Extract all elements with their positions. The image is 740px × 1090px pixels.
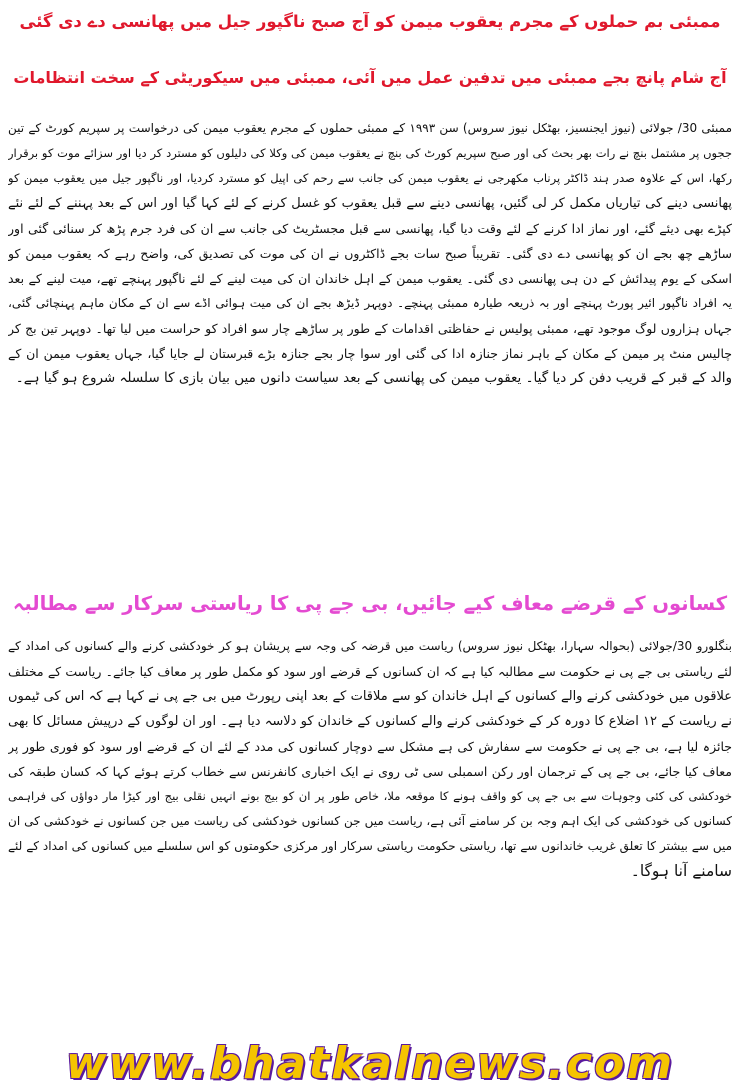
story-1-line: رکھا، اس کے علاوہ صدر ہند ڈاکٹر پرناب مکھرجی نے یعقوب میمن کی جانب سے رحم کی اپیل کو مسترد کردیا، اور ناگپور جیل میں یعقوب میمن کو bbox=[8, 171, 732, 185]
story-1-line: ساڑھے چھ بجے ان کو پھانسی دے دی گئی۔ تقریباً صبح سات بجے ڈاکٹروں نے ان کی موت کی تصدیق کی، واضح رہے کہ یعقوب میمن کو bbox=[8, 246, 732, 261]
story-1-line: پھانسی دینے کی تیاریاں مکمل کر لی گئیں، پھانسی دینے سے قبل یعقوب کو غسل کرنے کے لئے کہا گیا اور اس کے بعد پہننے کے لئے نئے bbox=[8, 196, 732, 211]
story-2-line: میں سے بیشتر کا تعلق غریب خاندانوں سے تھا، ریاستی حکومت ریاستی سرکار اور مرکزی حکومتوں کو اس سلسلے میں کسانوں کی امداد کے لئے bbox=[8, 839, 732, 853]
story-1-line: جہاں ہزاروں لوگ موجود تھے، ممبئی پولیس نے حفاظتی اقدامات کے طور پر ساڑھے چار سو افراد کو حراست میں لیا تھا۔ دوپہر تین بج کر bbox=[8, 321, 732, 336]
headline-line-1: ممبئی بم حملوں کے مجرم یعقوب میمن کو آج صبح ناگپور جیل میں پھانسی دے دی گئی bbox=[19, 12, 721, 31]
story-1-line: کپڑے بھی دیئے گئے، اور نماز ادا کرنے کے لئے وقت دیا گیا، پھانسی سے قبل مجسٹریٹ کی جانب سے ان کی فرد جرم پڑھ کر سنائی گئی اور bbox=[8, 221, 732, 236]
story-1-line: چالیس منٹ پر میمن کے مکان کے باہر نماز جنازہ ادا کی گئی اور سوا چار بجے جنازہ بڑے قبرستان لے جایا گیا، جہاں یعقوب میمن ان کے bbox=[8, 346, 732, 361]
story-2-line: خودکشی کی کئی وجوہات سے بی جے پی کو واقف ہونے کا موقعہ ملا، خاص طور پر ان کو بیج بونے انہیں نقلی بیج اور کیڑا مار دواؤں کی فراہمی bbox=[8, 789, 732, 803]
story-2-line: علاقوں میں خودکشی کرنے والے کسانوں کے اہل خاندان کو سے ملاقات کے بعد اپنی رپورٹ میں بی جے پی نے کہا ہے کہ اس کی ٹیموں bbox=[8, 689, 732, 704]
story-2-line: جائزہ لیا ہے، بی جے پی نے حکومت سے سفارش کی ہے مشکل سے دوچار کسانوں کی مدد کے لئے ان کے قرضے اور سود کو فوری طور پر bbox=[8, 739, 732, 754]
story-1-line: ججوں پر مشتمل بنچ نے رات بھر بحث کی اور صبح سپریم کورٹ کی بنچ نے یعقوب میمن کی وکلا کی دلیلوں کو مسترد کر دیا اور سزائے موت کو برقرار bbox=[8, 146, 732, 160]
story-2-line: لئے ریاستی بی جے پی نے حکومت سے مطالبہ کیا ہے کہ ان کسانوں کے قرضے اور سود کو مکمل طور پر معاف کیا جائے۔ ریاست کے مختلف bbox=[8, 664, 732, 679]
story-2-line: بنگلورو 30/جولائی (بحوالہ سہارا، بھٹکل نیوز سروس) ریاست میں قرضہ کی وجہ سے پریشان ہو کر خودکشی کرنے والے کسانوں کی امداد کے bbox=[8, 639, 732, 653]
footer-watermark bbox=[0, 1038, 740, 1090]
story-1-line: اسکی کے یوم پیدائش کے دن ہی پھانسی دی گئی۔ یعقوب میمن کے اہل خاندان ان کی میت لینے کے لئے ناگپور پہنچے تھے، میت لینے کے بعد bbox=[8, 271, 732, 286]
story-2-headline: کسانوں کے قرضے معاف کیے جائیں، بی جے پی کا ریاستی سرکار سے مطالبہ bbox=[12, 592, 728, 615]
story-2-line: معاف کیا جائے، بی جے پی کے ترجمان اور رکن اسمبلی سی ٹی روی نے ایک اخباری کانفرنس سے خطاب کرتے ہوئے کہا کہ کسان طبقہ کی bbox=[8, 764, 732, 779]
story-1-line: یہ افراد ناگپور ائیر پورٹ پہنچے اور بہ ذریعہ طیارہ ممبئی پہنچے۔ دوپہر ڈیڑھ بجے ان کی میت ہوائی اڈے سے ان کے مکان ماہم پہنچائی گئی، bbox=[8, 296, 732, 310]
story-2-body bbox=[8, 634, 732, 884]
site-brand-logo[interactable]: www.bhatkalnews.com bbox=[65, 1038, 675, 1089]
story-1-body bbox=[8, 116, 732, 391]
story-2-line: سامنے آنا ہوگا۔ bbox=[630, 862, 732, 880]
story-2-line: نے ریاست کے ۱۲ اضلاع کا دورہ کر کے خودکشی کرنے والے کسانوں کے خاندان کو دلاسہ دیا ہے۔ اور ان لوگوں کے درپیش مسائل کا بھی bbox=[8, 714, 732, 729]
headline-line-2: آج شام پانچ بجے ممبئی میں تدفین عمل میں آئی، ممبئی میں سیکوریٹی کے سخت انتظامات bbox=[13, 68, 727, 87]
story-1-line: ممبئی 30/ جولائی (نیوز ایجنسیز، بھٹکل نیوز سروس) سن ۱۹۹۳ کے ممبئی حملوں کے مجرم یعقوب میمن کی درخواست پر سپریم کورٹ کے تین bbox=[8, 121, 732, 135]
story-1-line: والد کے قبر کے قریب دفن کر دیا گیا۔ یعقوب میمن کی پھانسی کے بعد سیاست دانوں میں بیان بازی کا سلسلہ شروع ہو گیا ہے۔ bbox=[15, 370, 732, 386]
story-2-line: کسانوں کی خودکشی کی ایک اہم وجہ بن کر سامنے آئی ہے، ریاست میں جن کسانوں خودکشی کی ریاست میں جن کسانوں نے خودکشی کی ان bbox=[8, 814, 732, 828]
